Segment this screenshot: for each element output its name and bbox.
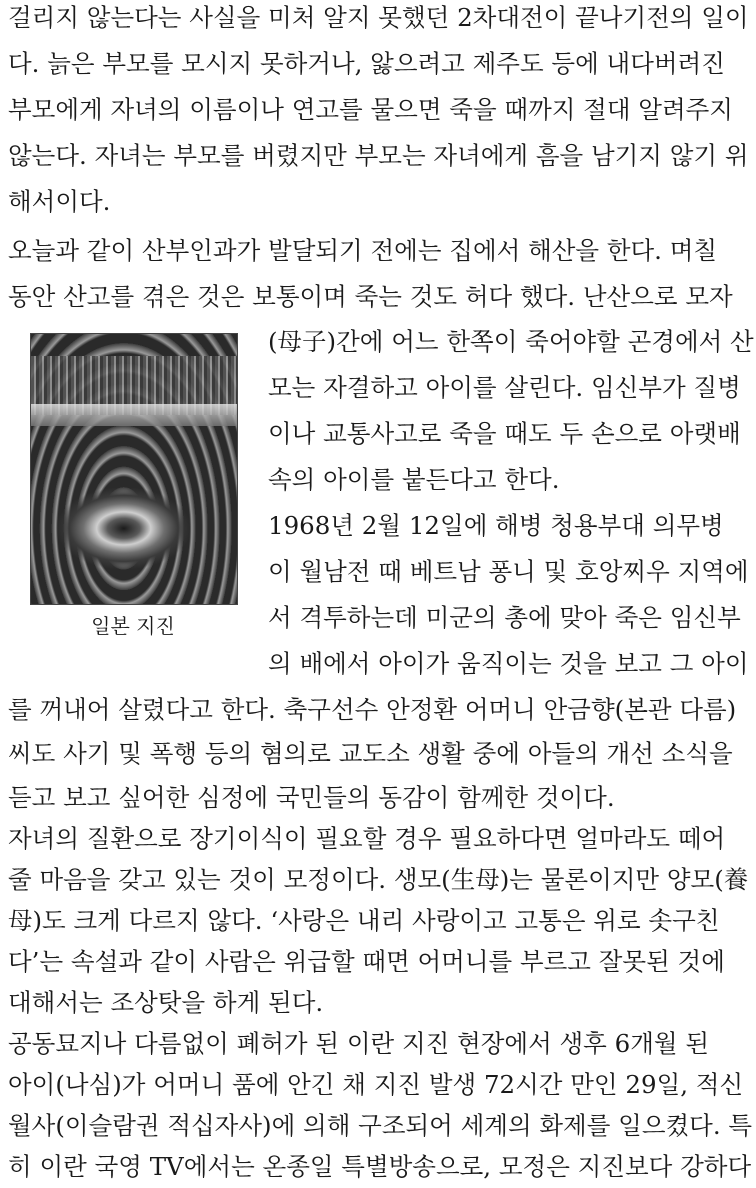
- text-line: 이 월남전 때 베트남 퐁니 및 호앙찌우 지역에: [268, 557, 749, 586]
- text-line: 속의 아이를 붙든다고 한다.: [268, 465, 560, 494]
- text-line: 월사(이슬람권 적십자사)에 의해 구조되어 세계의 화제를 일으켰다. 특: [8, 1111, 753, 1140]
- text-line: 공동묘지나 다름없이 폐허가 된 이란 지진 현장에서 생후 6개월 된: [8, 1029, 710, 1058]
- text-line: 다. 늙은 부모를 모시지 못하거나, 앓으려고 제주도 등에 내다버려진: [8, 49, 725, 78]
- text-line: 걸리지 않는다는 사실을 미처 알지 못했던 2차대전이 끝나기전의 일이: [8, 3, 749, 32]
- text-line: 모는 자결하고 아이를 살린다. 임신부가 질병: [268, 373, 741, 402]
- text-line: 씨도 사기 및 폭행 등의 혐의로 교도소 생활 중에 아들의 개선 소식을: [8, 739, 733, 768]
- text-line: 부모에게 자녀의 이름이나 연고를 물으면 죽을 때까지 절대 알려주지: [8, 95, 733, 124]
- photo-caption: 일본 지진: [91, 614, 175, 638]
- text-line: 동안 산고를 겪은 것은 보통이며 죽는 것도 허다 했다. 난산으로 모자: [8, 282, 733, 311]
- text-line: 를 꺼내어 살렸다고 한다. 축구선수 안정환 어머니 안금향(본관 다름): [8, 695, 737, 724]
- text-line: 母)도 크게 다르지 않다. ‘사랑은 내리 사랑이고 고통은 위로 솟구친: [8, 906, 720, 935]
- text-line: 다’는 속설과 같이 사람은 위급할 때면 어머니를 부르고 잘못된 것에: [8, 947, 725, 976]
- text-line: 대해서는 조상탓을 하게 된다.: [8, 988, 324, 1017]
- text-line: 오늘과 같이 산부인과가 발달되기 전에는 집에서 해산을 한다. 며칠: [8, 236, 718, 265]
- text-line: 히 이란 국영 TV에서는 온종일 특별방송으로, 모정은 지진보다 강하다: [8, 1152, 752, 1181]
- text-line: 해서이다.: [8, 187, 111, 216]
- text-line: 아이(나심)가 어머니 품에 안긴 채 지진 발생 72시간 만인 29일, 적신: [8, 1070, 744, 1099]
- text-line: 서 격투하는데 미군의 총에 맞아 죽은 임신부: [268, 603, 741, 632]
- photo-coast: [31, 404, 237, 426]
- text-line: 줄 마음을 갖고 있는 것이 모정이다. 생모(生母)는 물론이지만 양모(養: [8, 865, 749, 894]
- text-line: 이나 교통사고로 죽을 때도 두 손으로 아랫배: [268, 419, 741, 448]
- text-line: (母子)간에 어느 한쪽이 죽어야할 곤경에서 산: [268, 327, 754, 356]
- text-line: 듣고 보고 싶어한 심정에 국민들의 동감이 함께한 것이다.: [8, 783, 615, 812]
- text-line: 1968년 2월 12일에 해병 청용부대 의무병: [268, 511, 724, 540]
- text-line: 않는다. 자녀는 부모를 버렸지만 부모는 자녀에게 흠을 남기지 않기 위: [8, 141, 749, 170]
- earthquake-photo: [30, 333, 238, 605]
- text-line: 자녀의 질환으로 장기이식이 필요할 경우 필요하다면 얼마라도 떼어: [8, 824, 726, 853]
- text-line: 의 배에서 아이가 움직이는 것을 보고 그 아이: [268, 649, 749, 678]
